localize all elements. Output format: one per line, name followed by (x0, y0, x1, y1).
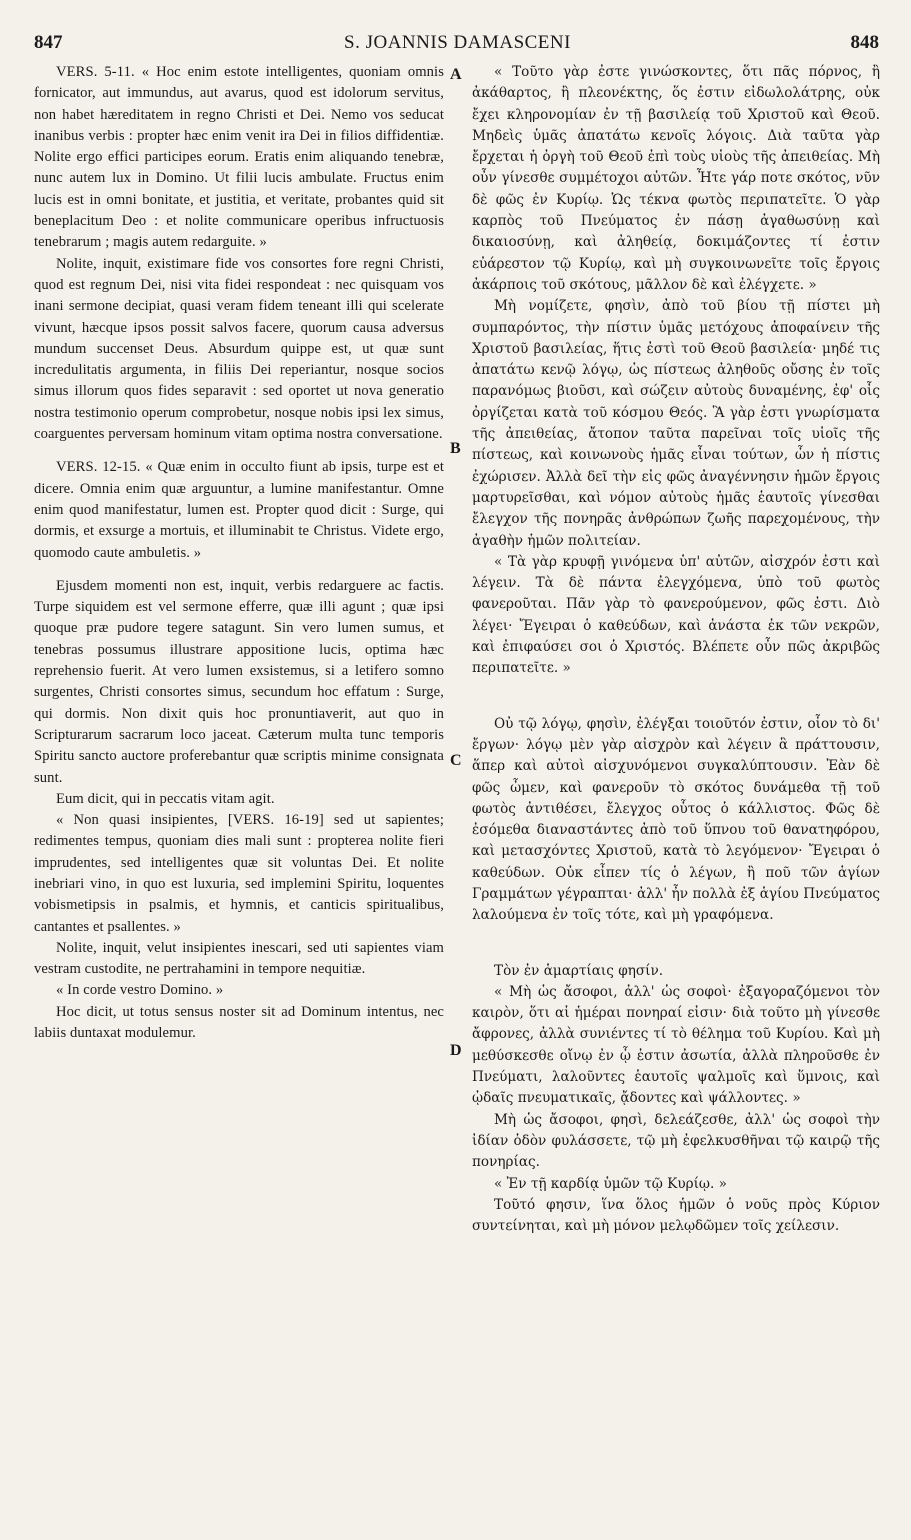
page-number-right: 848 (850, 32, 879, 53)
greek-paragraph: « Μὴ ὡς ἄσοφοι, ἀλλ' ὡς σοφοὶ· ἐξαγοραζόμενοι τὸν καιρὸν, ὅτι αἱ ἡμέραι πονηραί εἰσιν· διὰ τοῦτο μὴ γίνεσθε ἄφρονες, ἀλλὰ συνιέντες τί τὸ θέλημα τοῦ Κυρίου. Καὶ μὴ μεθύσκεσθε οἴνῳ ἐν ᾧ ἐστιν ἀσωτία, ἀλλὰ πληροῦσθε ἐν Πνεύματι, λαλοῦντες ἑαυτοῖς ψαλμοῖς καὶ ὕμνοις, καὶ ᾠδαῖς πνευματικαῖς, ᾄδοντες καὶ ψάλλοντες. » (472, 983, 880, 1107)
latin-paragraph: Ejusdem momenti non est, inquit, verbis redarguere ac factis. Turpe siquidem est vel sermone efferre, quæ illi agunt ; quæ ipsi quoque præ pudore tegere satagunt. Sin vero lumen sumus, et tenebras possumus illustrare appositione lucis, optima hæc reprehensio fuerit. At vero lumen exsistemus, si a letifero somno surgentes, Christi consortes simus, secundum hoc effatum : Surge, qui dormis. Non dixit quis hoc pronuntiaverit, aut quo in Scripturarum sacrarum loco jaceat. Cæterum multa tunc temporis Spiritu sancto auctore proferebantur quæ scriptis minime consignata sunt. (34, 577, 444, 786)
marker-b: B (450, 440, 461, 457)
greek-paragraph: Τὸν ἐν ἁμαρτίαις φησίν. (494, 962, 664, 979)
greek-paragraph: Οὐ τῷ λόγῳ, φησὶν, ἐλέγξαι τοιοῦτόν ἐστιν, οἷον τὸ δι' ἔργων· λόγῳ μὲν γὰρ αἰσχρὸν καὶ λέγειν ἃ πράττουσιν, ἅπερ καὶ αὐτοὶ αἰσχυνόμενοι συγκαλύπτουσιν. Ἐὰν δὲ φῶς ὦμεν, καὶ φανεροῦν τὸ σκότος δυνάμεθα τῇ τοῦ φωτὸς ἀντιθέσει, ἔλεγχος οὗτος ὁ κάλλιστος. Φῶς δὲ ἐσόμεθα διαναστάντες ἀπὸ τοῦ ὕπνου τοῦ θανατηφόρου, καὶ μετασχόντες Χριστοῦ, κατὰ τὸ λεγόμενον· Ἔγειραι ὁ καθεύδων. Οὐκ εἶπεν τίς ὁ λέγων, ἢ ποῦ τῶν ἁγίων Γραμμάτων γέγραπται· ἀλλ' ἦν πολλὰ ἐξ ἁγίου Πνεύματος λαλούμενα ἐν τοῖς τότε, καὶ μὴ γραφόμενα. (472, 715, 880, 924)
latin-paragraph: Nolite, inquit, existimare fide vos consortes fore regni Christi, quod est regnum Dei, nisi vita fidei respondeat : nec quisquam vos inani sermone decipiat, quasi veram fidem teneant illi qui scelerate vivunt, hæcque ipsos possit salvos facere, quorum causa adversus mundum succenset Deus. Absurdum quippe est, ut quæ sunt incredulitatis argumenta, in filiis Dei reperiantur, nosque socios simus illorum quos fides separavit : sed oportet ut nova generatio nostra testimonio operum comprobetur, nosque nobis ipsi lex simus, coarguentes perversam hominum vitam optima nostra conversatione. (34, 255, 444, 443)
running-header (30, 32, 885, 58)
greek-paragraph: « Τοῦτο γὰρ ἐστε γινώσκοντες, ὅτι πᾶς πόρνος, ἢ ἀκάθαρτος, ἢ πλεονέκτης, ὅς ἐστιν εἰδωλολάτρης, οὐκ ἔχει κληρονομίαν ἐν τῇ βασιλείᾳ τοῦ Χριστοῦ καὶ Θεοῦ. Μηδεὶς ὑμᾶς ἀπατάτω κενοῖς λόγοις. Διὰ ταῦτα γὰρ ἔρχεται ἡ ὀργὴ τοῦ Θεοῦ ἐπὶ τοὺς υἱοὺς τῆς ἀπειθείας. Μὴ οὖν γίνεσθε συμμέτοχοι αὐτῶν. Ἦτε γάρ ποτε σκότος, νῦν δὲ φῶς ἐν Κυρίῳ. Ὡς τέκνα φωτὸς περιπατεῖτε. Ὁ γὰρ καρπὸς τοῦ Πνεύματος ἐν πάσῃ ἀγαθωσύνῃ καὶ δικαιοσύνῃ, καὶ ἀληθείᾳ, δοκιμάζοντες τί ἐστιν εὐάρεστον τῷ Κυρίῳ, καὶ μὴ συγκοινωνεῖτε τοῖς ἔργοις ἀκάρποις τοῦ σκότους, μᾶλλον δὲ καὶ ἐλέγχετε. » (472, 64, 880, 293)
marker-c: C (450, 752, 462, 769)
greek-paragraph: « Τὰ γὰρ κρυφῇ γινόμενα ὑπ' αὐτῶν, αἰσχρόν ἐστι καὶ λέγειν. Τὰ δὲ πάντα ἐλεγχόμενα, ὑπὸ τοῦ φωτὸς φανεροῦται. Πᾶν γὰρ τὸ φανερούμενον, φῶς ἐστι. Διὸ λέγει· Ἔγειραι ὁ καθεύδων, καὶ ἀνάστα ἐκ τῶν νεκρῶν, καὶ ἐπιφαύσει σοι ὁ Χριστός. Βλέπετε οὖν πῶς ἀκριβῶς περιπατεῖτε. » (472, 553, 880, 677)
latin-paragraph: VERS. 12-15. « Quæ enim in occulto fiunt ab ipsis, turpe est et dicere. Omnia enim quæ arguuntur, a lumine manifestantur. Omne enim quod manifestatur, lumen est. Propter quod dicit : Surge, qui dormis, et exsurge a mortuis, et illuminabit te Christus. Videte ergo, quomodo caute ambuletis. » (34, 459, 444, 561)
greek-paragraph: Μὴ νομίζετε, φησὶν, ἀπὸ τοῦ βίου τῇ πίστει μὴ συμπαρόντος, τὴν πίστιν ὑμᾶς μετόχους ἀποφαίνειν τῆς Χριστοῦ βασιλείας, ἥτις ἐστὶ τοῦ Θεοῦ βασιλεία· μηδέ τις ἀπατάτω κενῷ λόγῳ, ὡς πίστεως ἀληθοῦς οὔσης ἐν τοῖς παρανόμως βιοῦσι, καὶ σώζειν αὐτοὺς δυναμένης, ἐφ' οἷς ὀργίζεται κατὰ τοῦ κόσμου Θεός. Ἃ γὰρ ἐστι γνωρίσματα τῆς ἀπειθείας, ἄτοπον ταῦτα παρεῖναι τοῖς υἱοῖς τῆς πίστεως, καὶ κοινωνοὺς ἡμᾶς εἶναι τούτων, ὧν ἡ πίστις ἐχώρισεν. Ἀλλὰ δεῖ τὴν εἰς φῶς ἀναγέννησιν ἡμῶν ἔργοις μαρτυρεῖσθαι, καὶ νόμον αὐτοὺς ἡμᾶς ἑαυτοῖς γίνεσθαι ἔλεγχον τῆς πονηρᾶς ἀνθρώπων ζωῆς παρεχομένους, τὴν ἀγαθὴν ἡμῶν πολιτείαν. (472, 298, 880, 549)
latin-paragraph: Hoc dicit, ut totus sensus noster sit ad Dominum intentus, nec labiis duntaxat modulemur. (34, 1003, 444, 1042)
latin-paragraph: VERS. 5-11. « Hoc enim estote intelligentes, quoniam omnis fornicator, aut immundus, aut avarus, quod est idolorum servitus, non habet hæreditatem in regno Christi et Dei. Nemo vos seducat inanibus verbis : propter hæc enim venit ira Dei in filios diffidentiæ. Nolite ergo effici participes eorum. Eratis enim aliquando tenebræ, nunc autem lux in Domino. Ut filii lucis ambulate. Fructus enim lucis est in omni bonitate, et justitia, et veritate, probantes quid sit beneplacitum Deo : et nolite communicare operibus infructuosis tenebrarum ; magis autem redarguite. » (34, 64, 444, 251)
greek-paragraph: Μὴ ὡς ἄσοφοι, φησὶ, δελεάζεσθε, ἀλλ' ὡς σοφοὶ τὴν ἰδίαν ὁδὸν φυλάσσετε, τῷ μὴ ἐφελκυσθῆναι τῷ καιρῷ τῆς πονηρίας. (472, 1111, 880, 1171)
latin-column (34, 62, 444, 1044)
greek-paragraph: « Ἐν τῇ καρδίᾳ ὑμῶν τῷ Κυρίῳ. » (494, 1175, 727, 1192)
page-number-left: 847 (34, 32, 63, 53)
marker-a: A (450, 66, 462, 83)
latin-paragraph: Eum dicit, qui in peccatis vitam agit. (56, 790, 275, 807)
latin-paragraph: « Non quasi insipientes, [VERS. 16-19] sed ut sapientes; redimentes tempus, quoniam dies mali sunt : propterea nolite fieri imprudentes, sed intelligentes quæ sit voluntas Dei. Et nolite inebriari vino, in quo est luxuria, sed implemini Spiritu, loquentes vobismetipsis in psalmis, et hymnis, et canticis spiritualibus, cantantes et psallentes. » (34, 812, 444, 935)
latin-paragraph: Nolite, inquit, velut insipientes inescari, sed uti sapientes viam vestram custodite, ne pertrahamini in tempore nequitiæ. (34, 939, 444, 978)
marker-d: D (450, 1042, 462, 1059)
greek-column (472, 62, 880, 1237)
running-title: S. JOANNIS DAMASCENI (344, 32, 571, 53)
greek-paragraph: Τοῦτό φησιν, ἵνα ὅλος ἡμῶν ὁ νοῦς πρὸς Κύριον συντείνηται, καὶ μὴ μόνον μελῳδῶμεν τοῖς χείλεσιν. (472, 1196, 880, 1235)
latin-paragraph: « In corde vestro Domino. » (56, 982, 224, 999)
